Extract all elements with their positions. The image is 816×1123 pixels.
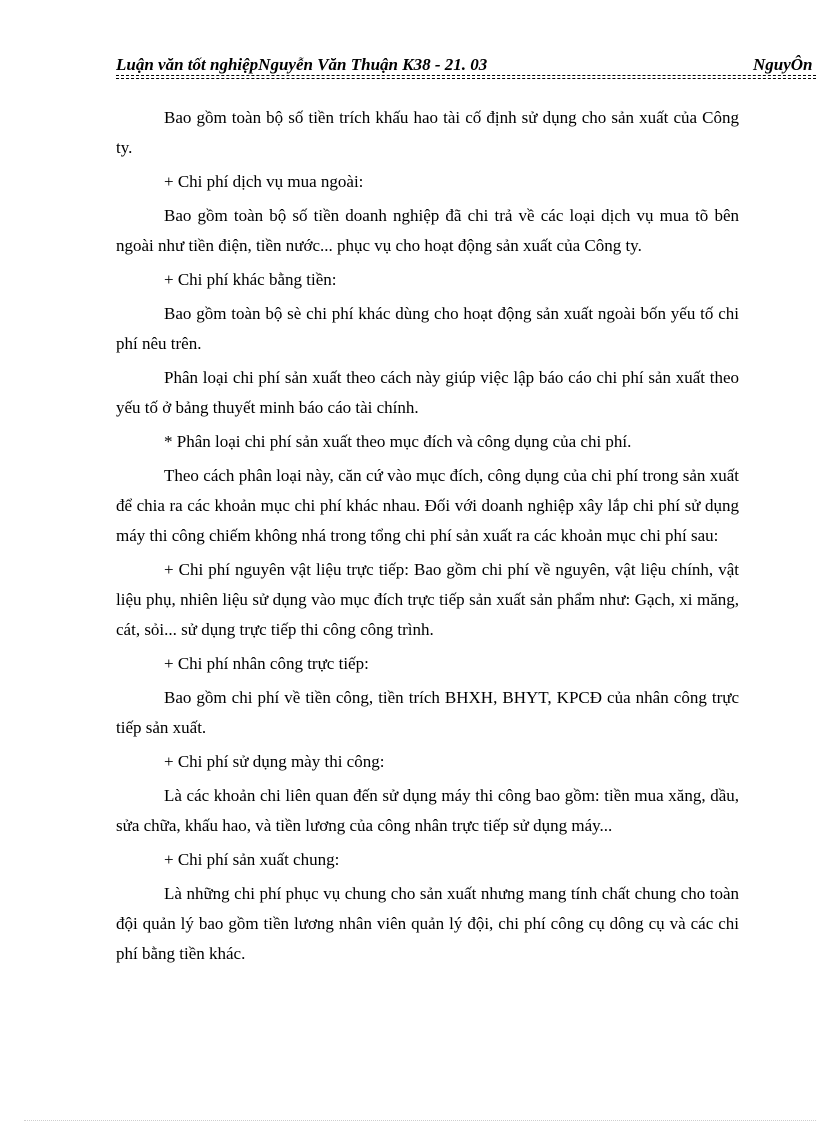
header-divider [116, 75, 816, 76]
paragraph: + Chi phí sản xuất chung: [164, 850, 340, 869]
paragraph: Phân loại chi phí sản xuất theo cách này giúp việc lập báo cáo chi phí sản xuất theo yếu tố ở bảng thuyết minh báo cáo tài chính. [116, 368, 739, 417]
paragraph: Theo cách phân loại này, căn cứ vào mục đích, công dụng của chi phí trong sản xuất để chia ra các khoản mục chi phí khác nhau. Đối với doanh nghiệp xây lắp chi phí sử dụng máy thi công chiếm không nhá trong tổng chi phí sản xuất ra các khoản mục chi phí sau: [116, 466, 739, 545]
paragraph: + Chi phí sử dụng mày thi công: [164, 752, 385, 771]
paragraph: Bao gồm toàn bộ số tiền trích khấu hao tài cố định sử dụng cho sản xuất của Công ty. [116, 108, 739, 157]
paragraph: Là những chi phí phục vụ chung cho sản xuất nhưng mang tính chất chung cho toàn đội quản lý bao gồm tiền lương nhân viên quản lý đội, chi phí công cụ dông cụ và các chi phí bằng tiền khác. [116, 884, 739, 963]
paragraph: + Chi phí dịch vụ mua ngoài: [164, 172, 364, 191]
header-divider [116, 78, 816, 79]
paragraph: Bao gồm chi phí về tiền công, tiền trích BHXH, BHYT, KPCĐ của nhân công trực tiếp sản xuất. [116, 688, 739, 737]
paragraph: Bao gồm toàn bộ sè chi phí khác dùng cho hoạt động sản xuất ngoài bốn yếu tố chi phí nêu trên. [116, 304, 739, 353]
paragraph: + Chi phí khác bằng tiền: [164, 270, 337, 289]
paragraph: * Phân loại chi phí sản xuất theo mục đích và công dụng của chi phí. [164, 432, 632, 451]
footer-divider [24, 1120, 816, 1121]
paragraph: + Chi phí nhân công trực tiếp: [164, 654, 369, 673]
paragraph: Bao gồm toàn bộ số tiền doanh nghiệp đã chi trả về các loại dịch vụ mua tõ bên ngoài như tiền điện, tiền nước... phục vụ cho hoạt động sản xuất của Công ty. [116, 206, 739, 255]
header-author: NguyÔn [753, 55, 813, 74]
header-title: Luận văn tốt nghiệpNguyễn Văn Thuận K38 - 21. 03 [116, 55, 488, 74]
paragraph: + Chi phí nguyên vật liệu trực tiếp: Bao gồm chi phí về nguyên, vật liệu chính, vật liệu phụ, nhiên liệu sử dụng vào mục đích trực tiếp sản xuất sản phẩm như: Gạch, xi măng, cát, sỏi... sử dụng trực tiếp thi công công trình. [116, 560, 739, 639]
paragraph: Là các khoản chi liên quan đến sử dụng máy thi công bao gồm: tiền mua xăng, dầu, sửa chữa, khấu hao, và tiền lương của công nhân trực tiếp sử dụng máy... [116, 786, 739, 835]
body-text [116, 103, 739, 973]
